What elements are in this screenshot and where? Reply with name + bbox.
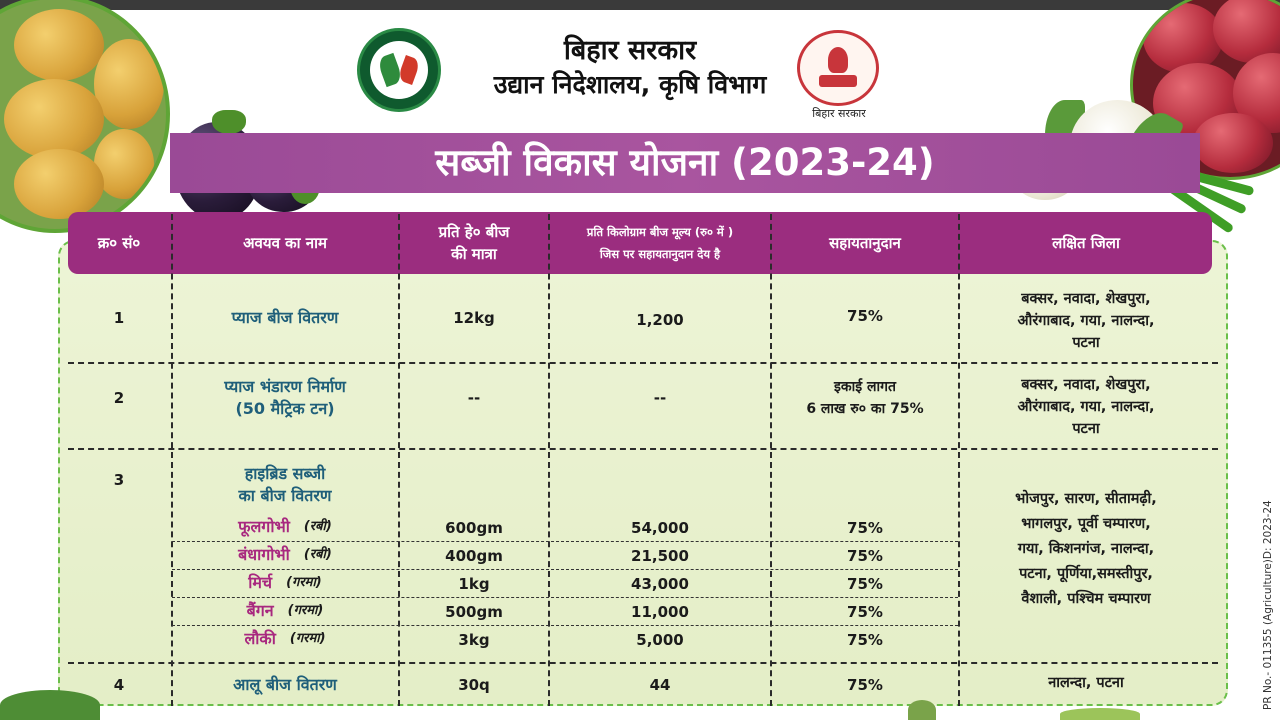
row3-component (172, 460, 398, 510)
row1-district-line3: पटना (1072, 335, 1100, 351)
row3-item-crop (172, 570, 398, 596)
row3-item-crop (172, 514, 398, 540)
row3-component-line2: का बीज वितरण (238, 486, 332, 505)
vegetable-leaf-image (908, 700, 936, 720)
row1-price: 1,200 (636, 311, 684, 329)
crop-season: (गरमा) (287, 603, 324, 618)
row4-component: आलू बीज वितरण (233, 675, 337, 694)
row3-item-price: 21,500 (631, 547, 689, 565)
row3-item-crop (172, 598, 398, 624)
header-line-1: बिहार सरकार (563, 35, 697, 66)
crop-name: लौकी (244, 629, 276, 648)
top-strip (0, 0, 1280, 10)
row1-district-line1: बक्सर, नवादा, शेखपुरा, (1021, 291, 1151, 307)
row3-districts (960, 486, 1212, 612)
header-component-text: अवयव का नाम (243, 234, 327, 252)
potatoes-image (0, 0, 170, 233)
row3-item-subsidy: 75% (847, 519, 883, 537)
row2-component-line1: प्याज भंडारण निर्माण (224, 377, 346, 396)
press-release-number: PR No.- 011355 (Agriculture)D: 2023-24 (1262, 500, 1274, 710)
crop-season: (गरमा) (286, 575, 322, 590)
header-price-line2: जिस पर सहायतानुदान देय है (599, 247, 721, 261)
horticulture-logo-icon (357, 28, 441, 112)
row1-seed-qty: 12kg (453, 309, 495, 327)
crop-season: (रबी) (303, 547, 332, 562)
row3-item-qty: 500gm (445, 603, 503, 621)
crop-name: बंधागोभी (238, 545, 290, 564)
row4-subsidy: 75% (847, 676, 883, 694)
row4-districts: नालन्दा, पटना (1048, 675, 1124, 691)
crop-name: मिर्च (248, 573, 273, 592)
row2-district-line3: पटना (1072, 421, 1100, 437)
header-seed-qty (400, 212, 548, 274)
row3-district-line3: गया, किशनगंज, नालन्दा, (1017, 540, 1155, 557)
header-sno-text: क्र० सं० (97, 234, 141, 252)
row3-item-qty: 3kg (458, 631, 490, 649)
row2-price: -- (653, 389, 667, 407)
row3-item-subsidy: 75% (847, 603, 883, 621)
row2-subsidy (772, 372, 958, 424)
cabbage-leaf-image (0, 690, 100, 720)
row1-districts (960, 286, 1212, 356)
row2-districts (960, 372, 1212, 442)
row2-district-line2: औरंगाबाद, गया, नालन्दा, (1017, 399, 1155, 415)
row3-district-line5: वैशाली, पश्चिम चम्पारण (1021, 590, 1151, 607)
row2-subsidy-line2: 6 लाख रु० का 75% (806, 401, 924, 417)
row3-item-crop (172, 626, 398, 652)
row3-sno: 3 (113, 471, 125, 489)
row2-component-line2: (50 मैट्रिक टन) (235, 399, 335, 418)
row3-item-subsidy: 75% (847, 575, 883, 593)
row3-district-line1: भोजपुर, सारण, सीतामढ़ी, (1015, 490, 1157, 507)
row4-seed-qty: 30q (458, 676, 490, 694)
row3-item-price: 43,000 (631, 575, 689, 593)
row2-component (172, 372, 398, 424)
header-districts-text: लक्षित जिला (1052, 234, 1120, 252)
header-seed-qty-line2: की मात्रा (451, 245, 497, 263)
crop-name: बैंगन (246, 601, 274, 620)
scheme-title: सब्जी विकास योजना (2023-24) (435, 141, 935, 184)
row3-item-qty: 600gm (445, 519, 503, 537)
header-price (550, 212, 770, 274)
row3-item-crop (172, 542, 398, 568)
header-subsidy (772, 212, 958, 274)
header-sno (68, 212, 170, 274)
row3-district-line2: भागलपुर, पूर्वी चम्पारण, (1021, 515, 1151, 532)
header-districts (960, 212, 1212, 274)
row1-component: प्याज बीज वितरण (231, 308, 339, 327)
header-component (172, 212, 398, 274)
header-seed-qty-line1: प्रति हे० बीज (438, 223, 510, 241)
row-divider (68, 662, 1218, 664)
header-title (470, 34, 790, 102)
crop-season: (रबी) (303, 519, 332, 534)
row1-sno: 1 (113, 309, 125, 327)
row4-sno: 4 (113, 676, 125, 694)
crop-season: (गरमा) (289, 631, 326, 646)
row4-price: 44 (649, 676, 671, 694)
row3-component-line1: हाइब्रिड सब्जी (244, 464, 326, 483)
crop-name: फूलगोभी (238, 517, 290, 536)
row3-district-line4: पटना, पूर्णिया,समस्तीपुर, (1019, 565, 1153, 582)
row-divider (68, 448, 1218, 450)
row3-item-price: 11,000 (631, 603, 689, 621)
brinjal-stem (212, 110, 246, 134)
row3-item-price: 5,000 (636, 631, 684, 649)
header-subsidy-text: सहायतानुदान (829, 234, 901, 252)
row3-item-qty: 400gm (445, 547, 503, 565)
emblem-caption: बिहार सरकार (812, 107, 866, 120)
row2-seed-qty: -- (467, 389, 481, 407)
row3-item-price: 54,000 (631, 519, 689, 537)
header-price-line1: प्रति किलोग्राम बीज मूल्य (रु० में ) (586, 225, 734, 239)
row3-item-subsidy: 75% (847, 631, 883, 649)
row1-district-line2: औरंगाबाद, गया, नालन्दा, (1017, 313, 1155, 329)
row3-item-subsidy: 75% (847, 547, 883, 565)
row2-district-line1: बक्सर, नवादा, शेखपुरा, (1021, 377, 1151, 393)
row2-subsidy-line1: इकाई लागत (834, 379, 896, 395)
row1-subsidy: 75% (847, 307, 883, 325)
row2-sno: 2 (113, 389, 125, 407)
row3-item-qty: 1kg (458, 575, 490, 593)
header-line-2: उद्यान निदेशालय, कृषि विभाग (493, 70, 767, 99)
vegetable-leaf-image (1060, 708, 1140, 720)
bihar-emblem-icon (797, 30, 879, 106)
row-divider (68, 362, 1218, 364)
